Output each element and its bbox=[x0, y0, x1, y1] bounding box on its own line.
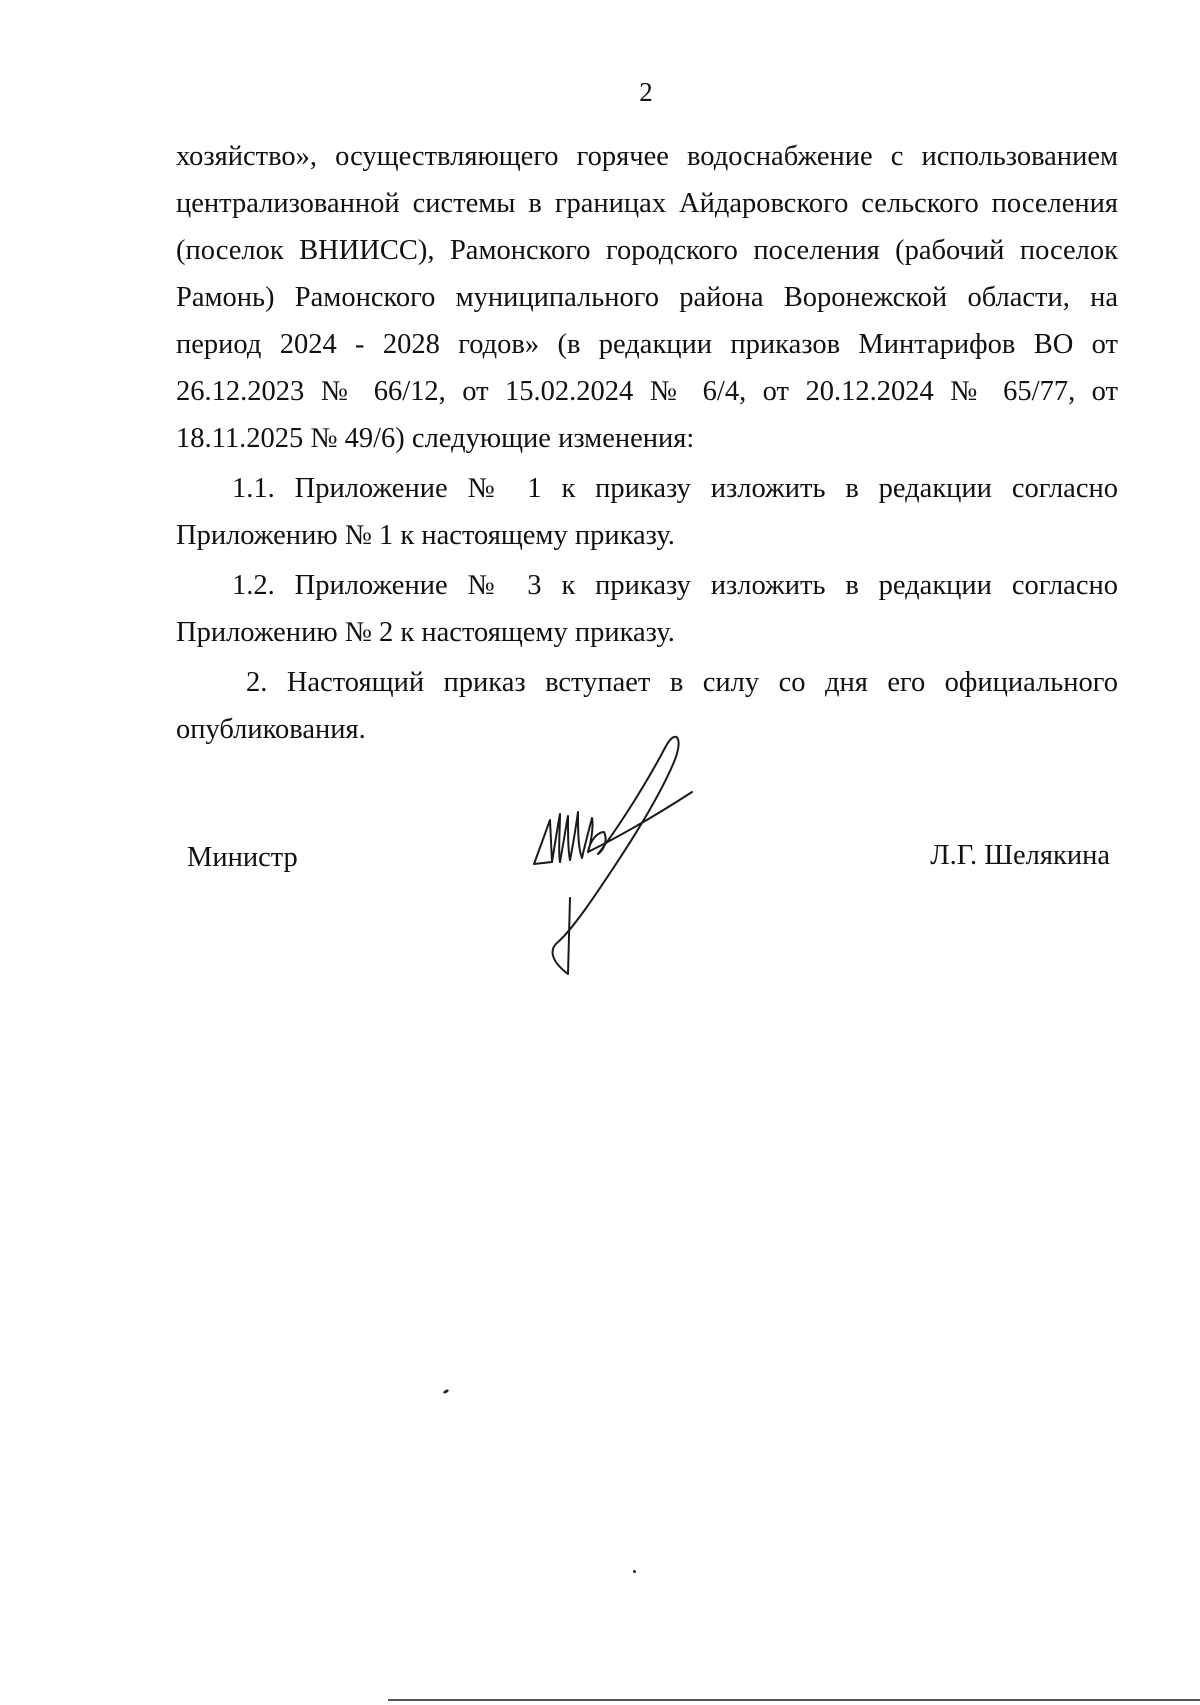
item-2-paragraph: 2. Настоящий приказ вступает в силу со дня его официального опубликования. bbox=[176, 667, 1118, 745]
bottom-scan-edge bbox=[388, 1699, 1200, 1701]
handwritten-signature bbox=[528, 728, 704, 978]
scan-speck bbox=[443, 1389, 450, 1395]
item-1-1-paragraph: 1.1. Приложение № 1 к приказу изложить в редакции согласно Приложению № 1 к настоящему приказу. bbox=[176, 473, 1118, 551]
item-1-2-paragraph: 1.2. Приложение № 3 к приказу изложить в редакции согласно Приложению № 2 к настоящему приказу. bbox=[176, 570, 1118, 648]
page-number: 2 bbox=[639, 77, 653, 107]
intro-paragraph: хозяйство», осуществляющего горячее водоснабжение с использованием централизованной системы в границах Айдаровского сельского поселения (поселок ВНИИСС), Рамонского городского поселения (рабочий поселок Рамонь) Рамонского муниципального района Воронежской области, на период 2024 - 2028 годов» (в редакции приказов Минтарифов ВО от 26.12.2023 № 66/12, от 15.02.2024 № 6/4, от 20.12.2024 № 65/77, от 18.11.2025 № 49/6) следующие изменения: bbox=[176, 141, 1118, 454]
signer-name: Л.Г. Шелякина bbox=[930, 840, 1110, 871]
signer-position: Министр bbox=[187, 842, 298, 873]
scan-speck bbox=[633, 1570, 636, 1573]
document-body bbox=[176, 133, 1118, 753]
